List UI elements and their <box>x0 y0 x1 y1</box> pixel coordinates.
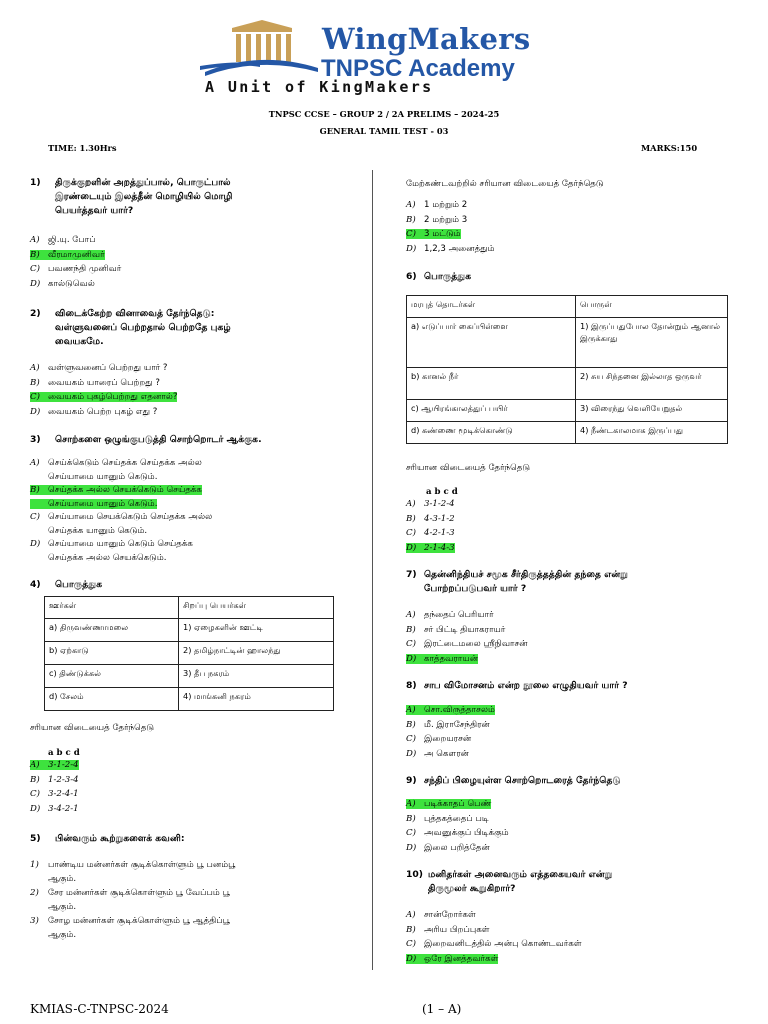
q3-option-b[interactable]: B) செய்தக்க அல்ல செயக்கெடும் செய்தக்க செய்யாமை யானும் கெடும். <box>30 485 202 509</box>
q4-option-d[interactable]: D) 3-4-2-1 <box>30 803 79 814</box>
q5-option-b[interactable]: B) 2 மற்றும் 3 <box>406 214 468 225</box>
q4-number: 4) <box>30 579 41 590</box>
q10-options <box>406 908 582 966</box>
exam-time: TIME: 1.30Hrs <box>48 143 117 153</box>
q5-statements <box>30 858 235 942</box>
q5-statement-1: 1) பாண்டிய மன்னர்கள் சூடிக்கொள்ளும் பூ பனம்பூ ஆகும். <box>30 860 236 884</box>
q10-option-d[interactable]: D) ஒரே இனத்தவர்கள் <box>406 953 499 964</box>
q8-text: சாப விமோசனம் என்ற நூலை எழுதியவர் யார் ? <box>424 680 628 691</box>
q6-cell: b) கானல் நீர் <box>407 368 576 400</box>
q1-options <box>30 233 121 291</box>
q4-match-table <box>44 596 334 711</box>
q4-option-b[interactable]: B) 1-2-3-4 <box>30 774 79 785</box>
q9-option-d[interactable]: D) இலை பறித்தேன் <box>406 842 490 853</box>
q2-option-d[interactable]: D) வையகம் பெற்ற புகழ் எது ? <box>30 406 158 417</box>
q7-options <box>406 608 528 666</box>
q1-text: திருக்குறளின் அறத்துப்பால், பொருட்பால் இரண்டையும் இலத்தீன் மொழியில் மொழி பெயர்த்தவர் யார்? <box>55 177 233 216</box>
q9-number: 9) <box>406 775 417 786</box>
q6-option-c[interactable]: C) 4-2-1-3 <box>406 528 455 538</box>
q5-option-c[interactable]: C) 3 மட்டும் <box>406 229 461 239</box>
q6-option-a[interactable]: A) 3-1-2-4 <box>406 499 455 509</box>
q8-number: 8) <box>406 680 417 691</box>
q10-option-a[interactable]: A) சான்றோர்கள் <box>406 910 476 920</box>
q2-text: விடைக்கேற்ற வினாவைத் தேர்ந்தெடு: வள்ளுவனைப் பெற்றதால் பெற்றதே புகழ் வையகமே. <box>55 308 231 347</box>
q5-text: பின்வரும் கூற்றுகளைக் கவனி: <box>55 833 185 844</box>
q4-cell: 2) தமிழ்நாட்டின் ஹாலந்து <box>179 642 334 665</box>
q1-option-c[interactable]: C) பவணந்தி முனிவர் <box>30 264 122 274</box>
q3-option-a[interactable]: A) செய்க்கெடும் செய்தக்க செய்தக்க அல்ல செய்யாமை யானும் கெடும். <box>30 458 202 482</box>
q4-cell: c) திண்டுக்கல் <box>45 665 179 688</box>
q5-number: 5) <box>30 833 41 844</box>
footer-page: (1 – A) <box>422 1002 462 1016</box>
q6-cell: c) ஆயிரங்காலத்துப் பயிர் <box>407 400 576 422</box>
q6-text: பொருத்துக <box>424 271 472 282</box>
q2-number: 2) <box>30 308 41 319</box>
exam-marks: MARKS:150 <box>641 143 698 153</box>
q4-abcd-header: a b c d <box>48 748 80 758</box>
q8-options <box>406 703 495 761</box>
academy-building-icon <box>200 20 320 80</box>
q6-match-table <box>406 295 728 444</box>
q8-option-c[interactable]: C) இறையரசன் <box>406 734 472 744</box>
q4-options <box>30 758 79 816</box>
q6-option-d[interactable]: D) 2-1-4-3 <box>406 542 455 553</box>
q6-header-right: பொருள் <box>576 296 728 318</box>
q6-cell: a) எடுப்பார் கைப்பிள்ளை <box>407 318 576 368</box>
q10-option-b[interactable]: B) அரிய பிறப்புகள் <box>406 924 490 935</box>
q4-option-c[interactable]: C) 3-2-4-1 <box>30 789 79 799</box>
q4-cell: a) திருவண்ணாமலை <box>45 619 179 642</box>
column-divider <box>372 170 373 970</box>
q7-number: 7) <box>406 569 417 580</box>
q3-text: சொற்களை ஒழுங்குபடுத்தி சொற்றொடர் ஆக்குக. <box>55 434 262 445</box>
q6-cell: 1) இருப்பதுபோல தோன்றும் ஆனால் இருக்காது <box>576 318 728 368</box>
q5-options <box>406 198 495 256</box>
q6-abcd-header: a b c d <box>426 487 458 497</box>
q8-option-b[interactable]: B) மீ. இராசேந்திரன் <box>406 719 490 730</box>
q3-option-c[interactable]: C) செய்யாமை செயக்கெடும் செய்தக்க அல்ல செய்தக்க யானும் கெடும். <box>30 512 213 536</box>
q5-prompt: மேற்கண்டவற்றில் சரியான விடையைத் தேர்ந்தெடு <box>406 179 604 189</box>
q10-option-c[interactable]: C) இறைவனிடத்தில் அன்பு கொண்டவர்கள் <box>406 939 582 949</box>
q9-option-b[interactable]: B) புத்தகத்தைப் படி <box>406 813 489 824</box>
q3-options <box>30 457 212 565</box>
q9-options <box>406 797 509 855</box>
q9-text: சந்திப் பிழையுள்ள சொற்றொடரைத் தேர்ந்தெடு <box>424 775 621 786</box>
q2-options <box>30 361 177 419</box>
q6-option-b[interactable]: B) 4-3-1-2 <box>406 513 455 524</box>
brand-academy: TNPSC Academy <box>321 55 515 82</box>
q6-cell: 2) சுய சிந்தனை இல்லாத ஒருவர் <box>576 368 728 400</box>
q1-number: 1) <box>30 177 41 188</box>
q7-text: தென்னிந்தியச் சமூக சீர்திருத்தத்தின் தந்தை என்று போற்றப்படுபவர் யார் ? <box>424 569 628 594</box>
q4-option-a[interactable]: A) 3-1-2-4 <box>30 760 79 770</box>
q6-header-left: மரபுத் தொடர்கள் <box>407 296 576 318</box>
q4-cell: 3) தீப நகரம் <box>179 665 334 688</box>
q5-option-a[interactable]: A) 1 மற்றும் 2 <box>406 200 468 210</box>
q1-option-d[interactable]: D) கால்டுவெல் <box>30 278 95 289</box>
q6-prompt: சரியான விடையைத் தேர்ந்தெடு <box>406 463 531 473</box>
exam-title: TNPSC CCSE – GROUP 2 / 2A PRELIMS – 2024-25 <box>268 109 500 119</box>
q8-option-d[interactable]: D) அ கௌரன் <box>406 748 469 759</box>
q10-number: 10) <box>406 869 423 880</box>
q4-header-right: சிறப்பு பெயர்கள் <box>179 597 334 619</box>
q10-text: மனிதர்கள் அனைவரும் எத்தகையவர் என்று திருமூலர் கூறுகிறார்? <box>428 869 613 894</box>
q2-option-a[interactable]: A) வள்ளுவனைப் பெற்றது யார் ? <box>30 363 168 373</box>
q6-cell: 3) விரைந்து வெளியேறுதல் <box>576 400 728 422</box>
q9-option-a[interactable]: A) படிக்காதப் பெண் <box>406 799 492 809</box>
q5-option-d[interactable]: D) 1,2,3 அனைத்தும் <box>406 243 495 254</box>
q4-cell: 1) ஏழைகளின் ஊட்டி <box>179 619 334 642</box>
q5-statement-2: 2) சேர மன்னர்கள் சூடிக்கொள்ளும் பூ வேப்பம் பூ ஆகும். <box>30 888 230 912</box>
q7-option-b[interactable]: B) சர் பிட்டி தியாகராயர் <box>406 624 506 635</box>
q8-option-a[interactable]: A) சொ.விருத்தாசலம் <box>406 705 495 715</box>
q6-cell: d) கண்ணை மூடிக்கொண்டு <box>407 422 576 444</box>
q3-option-d[interactable]: D) செய்யாமை யானும் கெடும் செய்தக்க செய்தக்க அல்ல செயக்கெடும். <box>30 539 193 563</box>
q4-cell: b) ஏற்காடு <box>45 642 179 665</box>
q4-cell: 4) மாங்கனி நகரம் <box>179 688 334 711</box>
q4-prompt: சரியான விடையைத் தேர்ந்தெடு <box>30 723 155 733</box>
q7-option-c[interactable]: C) இரட்டைமலை ஸ்ரீநிவாசன் <box>406 639 528 649</box>
q2-option-c[interactable]: C) வையகம் புகழ்பெற்றது எதனால்? <box>30 392 178 402</box>
q6-options <box>406 497 455 555</box>
q4-text: பொருத்துக <box>55 579 103 590</box>
q1-option-a[interactable]: A) ஜி.யு. போப் <box>30 235 96 245</box>
q7-option-a[interactable]: A) தந்தைப் பெரியார் <box>406 610 494 620</box>
q4-cell: d) சேலம் <box>45 688 179 711</box>
q4-header-left: ஊர்கள் <box>45 597 179 619</box>
q3-number: 3) <box>30 434 41 445</box>
q6-number: 6) <box>406 271 417 282</box>
q7-option-d[interactable]: D) காத்தவராயன் <box>406 653 479 664</box>
exam-subtitle: GENERAL TAMIL TEST - 03 <box>319 126 449 136</box>
brand-tagline: A Unit of KingMakers <box>205 78 434 96</box>
footer-code: KMIAS-C-TNPSC-2024 <box>30 1002 169 1016</box>
q9-option-c[interactable]: C) அவனுக்குப் பிடிக்கும் <box>406 828 509 838</box>
q6-cell: 4) நீண்டகாலமாக இருப்பது <box>576 422 728 444</box>
brand-name: WingMakers <box>322 22 531 56</box>
q2-option-b[interactable]: B) வையகம் யாரைப் பெற்றது ? <box>30 377 160 388</box>
q5-statement-3: 3) சோழ மன்னர்கள் சூடிக்கொள்ளும் பூ ஆத்திப்பூ ஆகும். <box>30 916 230 940</box>
q1-option-b[interactable]: B) வீரமாமுனிவர் <box>30 249 105 260</box>
